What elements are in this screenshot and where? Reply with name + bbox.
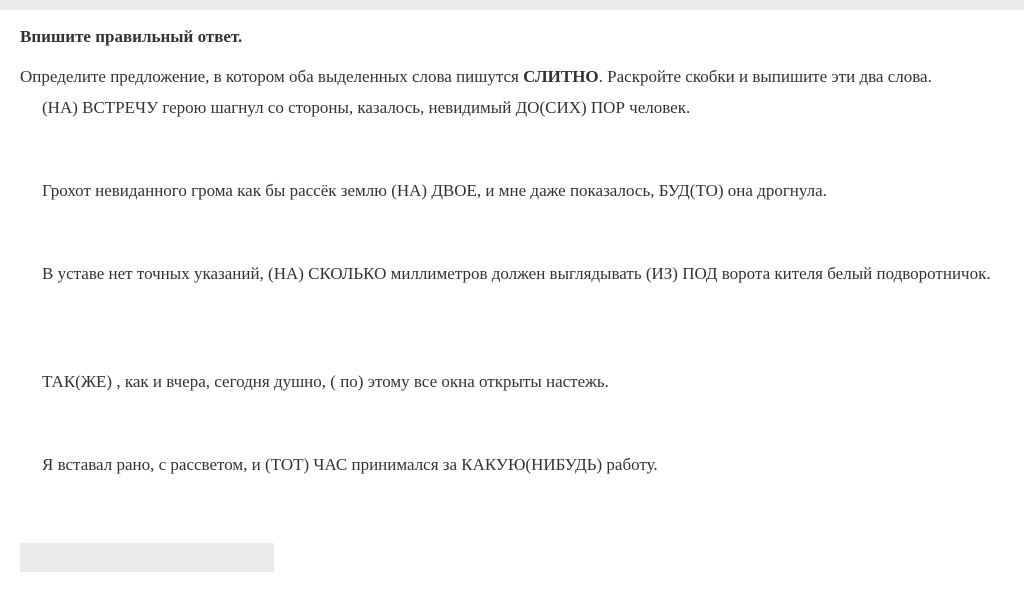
task-text-before: Определите предложение, в котором оба выделенных слова пишутся (20, 67, 519, 86)
sentence-option-4: ТАК(ЖЕ) , как и вчера, сегодня душно, ( по) этому все окна открыты настежь. (42, 372, 609, 391)
sentence-option-5: Я вставал рано, с рассветом, и (ТОТ) ЧАС принимался за КАКУЮ(НИБУДЬ) работу. (42, 455, 658, 474)
top-bar (0, 0, 1024, 10)
task-emphasis: СЛИТНО (523, 67, 599, 86)
sentence-option-3: В уставе нет точных указаний, (НА) СКОЛЬКО миллиметров должен выглядывать (ИЗ) ПОД ворота кителя белый подворотничок. (42, 264, 991, 283)
sentence-option-2: Грохот невиданного грома как бы рассёк землю (НА) ДВОЕ, и мне даже показалось, БУД(ТО) она дрогнула. (42, 181, 827, 200)
instruction-heading: Впишите правильный ответ. (20, 27, 243, 46)
answer-input[interactable] (20, 543, 274, 572)
sentence-option-1: (НА) ВСТРЕЧУ герою шагнул со стороны, казалось, невидимый ДО(СИХ) ПОР человек. (42, 98, 691, 117)
task-text-after: . Раскройте скобки и выпишите эти два слова. (598, 67, 932, 86)
task-statement (20, 66, 1000, 88)
